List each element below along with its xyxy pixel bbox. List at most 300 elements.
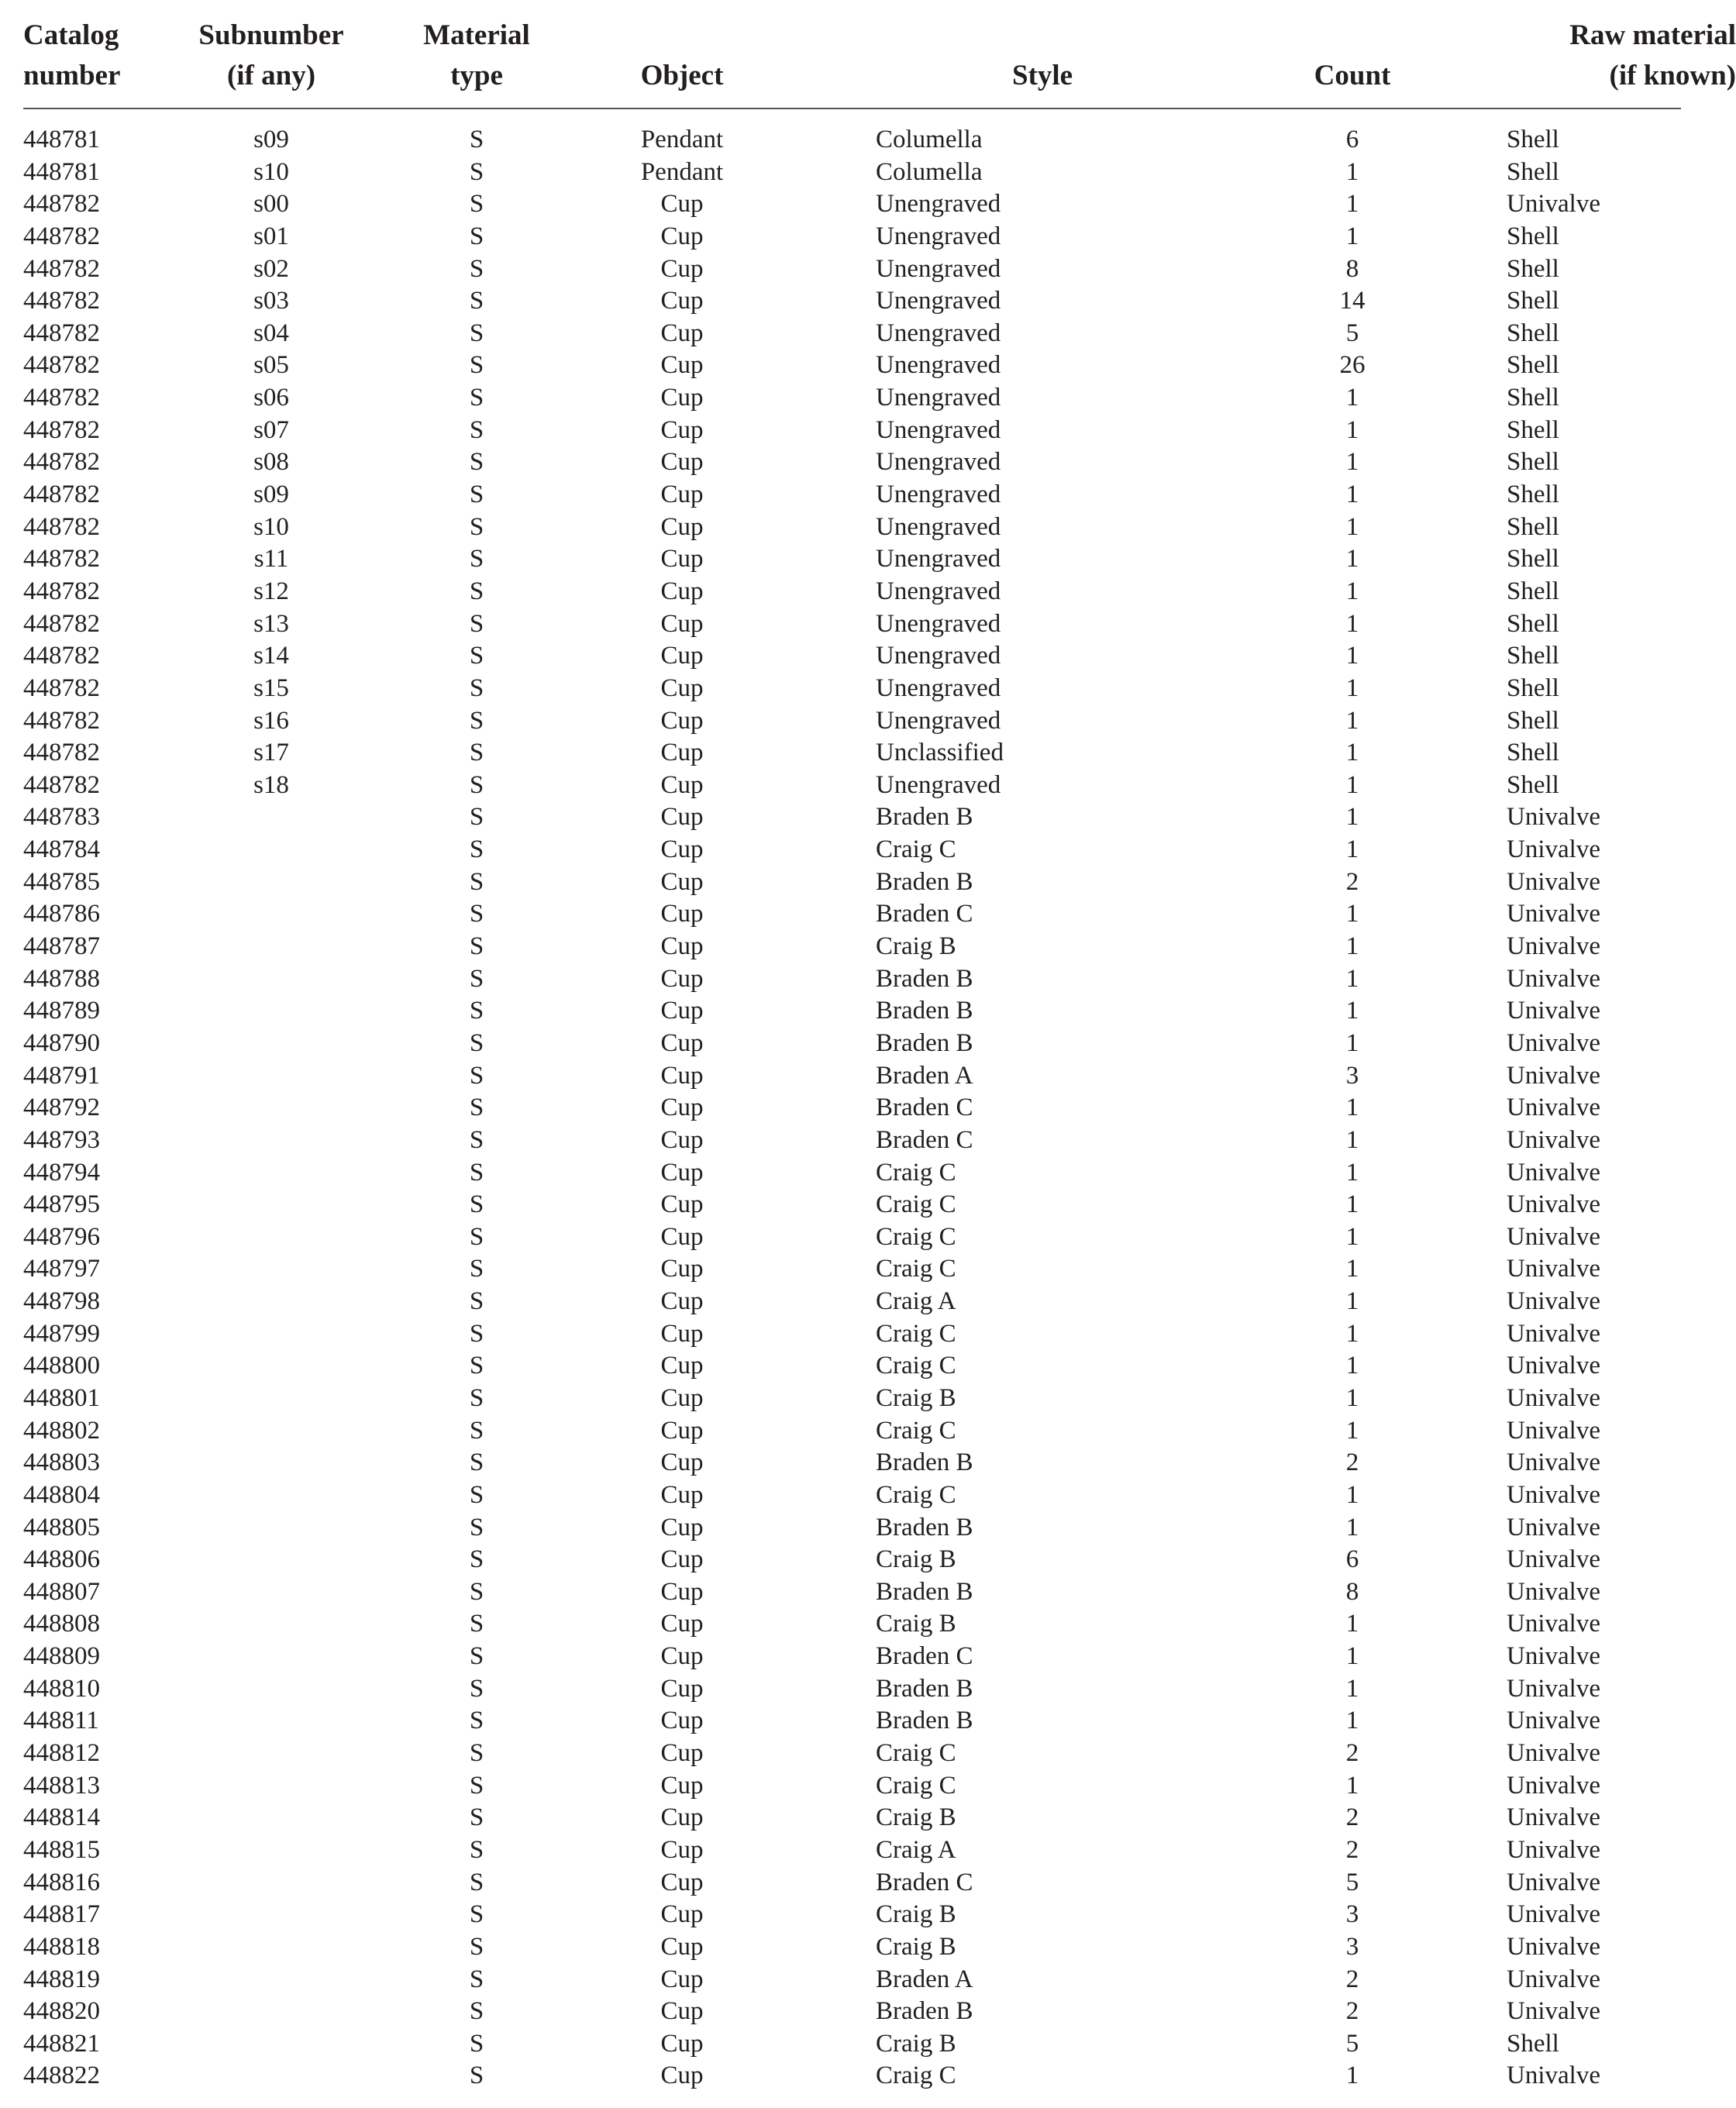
style-cell: Braden C (876, 1642, 973, 1671)
object-cell: Cup (660, 1222, 704, 1251)
subnumber-cell (209, 1899, 333, 1931)
catalog-number-cell: 448820 (23, 1997, 100, 2026)
style-cell: Unclassified (876, 739, 1004, 767)
subnumber-cell (209, 1092, 333, 1125)
object-cell: Cup (660, 770, 704, 799)
catalog-number-cell: 448788 (23, 964, 100, 993)
material-type-cell: S (469, 1287, 484, 1316)
object-cell: Cup (660, 1707, 704, 1735)
catalog-number-cell: 448800 (23, 1352, 100, 1380)
count-cell: 6 (1345, 126, 1359, 153)
raw-material-cell: Shell (1507, 739, 1559, 767)
count-cell: 1 (1345, 609, 1359, 638)
count-cell: 1 (1345, 577, 1359, 605)
material-type-cell: S (469, 1674, 484, 1703)
subnumber-cell (209, 1060, 333, 1093)
count-cell: 1 (1345, 2062, 1359, 2090)
header-subnumber (178, 16, 364, 96)
count-cell: 5 (1345, 1868, 1359, 1896)
table-row (0, 188, 1681, 221)
style-cell: Unengraved (876, 770, 1001, 799)
count-cell: 1 (1345, 803, 1359, 832)
subnumber-cell: s10 (253, 512, 289, 541)
count-cell: 1 (1345, 190, 1359, 219)
raw-material-cell: Univalve (1507, 803, 1600, 832)
catalog-number-cell: 448782 (23, 706, 100, 735)
style-cell: Braden A (876, 1965, 973, 1993)
raw-material-cell: Shell (1507, 351, 1559, 380)
subnumber-cell (209, 1576, 333, 1609)
material-type-cell: S (469, 1610, 484, 1638)
table-row (0, 1125, 1681, 1157)
header-material-line-1: Material (423, 19, 530, 51)
raw-material-cell: Shell (1507, 384, 1559, 412)
count-cell: 2 (1345, 1965, 1359, 1993)
catalog-number-cell: 448813 (23, 1771, 100, 1800)
style-cell: Unengraved (876, 190, 1001, 219)
header-object-label: Object (640, 60, 724, 91)
style-cell: Craig C (876, 1255, 956, 1283)
table-row (0, 1705, 1681, 1738)
material-type-cell: S (469, 1771, 484, 1800)
count-cell: 1 (1345, 739, 1359, 767)
table-row (0, 1415, 1681, 1448)
subnumber-cell (209, 1544, 333, 1576)
catalog-number-cell: 448805 (23, 1513, 100, 1541)
table-row (0, 1899, 1681, 1931)
material-type-cell: S (469, 803, 484, 832)
count-cell: 1 (1345, 1222, 1359, 1251)
count-cell: 1 (1345, 1255, 1359, 1283)
object-cell: Cup (660, 642, 704, 670)
object-cell: Cup (660, 577, 704, 605)
subnumber-cell (209, 1286, 333, 1318)
subnumber-cell (209, 1770, 333, 1803)
catalog-number-cell: 448811 (23, 1707, 99, 1735)
catalog-number-cell: 448781 (23, 157, 100, 186)
style-cell: Craig B (876, 1610, 956, 1638)
material-type-cell: S (469, 1383, 484, 1412)
subnumber-cell (209, 1738, 333, 1770)
table-row (0, 2060, 1681, 2092)
style-cell: Braden B (876, 1448, 973, 1477)
count-cell: 1 (1345, 384, 1359, 412)
object-cell: Cup (660, 1932, 704, 1961)
raw-material-cell: Univalve (1507, 1707, 1600, 1735)
subnumber-cell (209, 963, 333, 996)
object-cell: Cup (660, 1448, 704, 1477)
raw-material-cell: Univalve (1507, 1965, 1600, 1993)
catalog-number-cell: 448786 (23, 900, 100, 928)
object-cell: Cup (660, 1190, 704, 1219)
table-row (0, 1608, 1681, 1641)
subnumber-cell (209, 801, 333, 834)
raw-material-cell: Univalve (1507, 1674, 1600, 1703)
object-cell: Cup (660, 1319, 704, 1348)
style-cell: Craig C (876, 1352, 956, 1380)
material-type-cell: S (469, 1835, 484, 1864)
count-cell: 8 (1345, 254, 1359, 283)
catalog-number-cell: 448782 (23, 222, 100, 250)
table-row (0, 1060, 1681, 1093)
table-row (0, 2028, 1681, 2061)
table-row (0, 1641, 1681, 1673)
count-cell: 1 (1345, 1094, 1359, 1122)
raw-material-cell: Univalve (1507, 1061, 1600, 1090)
count-cell: 2 (1345, 1835, 1359, 1864)
raw-material-cell: Univalve (1507, 1158, 1600, 1187)
raw-material-cell: Univalve (1507, 1190, 1600, 1219)
material-type-cell: S (469, 157, 484, 186)
count-cell: 1 (1345, 900, 1359, 928)
material-type-cell: S (469, 448, 484, 477)
raw-material-cell: Univalve (1507, 1287, 1600, 1316)
count-cell: 1 (1345, 1416, 1359, 1445)
object-cell: Cup (660, 384, 704, 412)
table-row (0, 866, 1681, 899)
object-cell: Cup (660, 2062, 704, 2090)
subnumber-cell: s10 (253, 157, 289, 186)
material-type-cell: S (469, 351, 484, 380)
raw-material-cell: Shell (1507, 609, 1559, 638)
table-row (0, 415, 1681, 447)
table-row (0, 1738, 1681, 1770)
object-cell: Cup (660, 1545, 704, 1574)
table-row (0, 1286, 1681, 1318)
header-catalog-number (23, 16, 178, 96)
object-cell: Cup (660, 1965, 704, 1993)
raw-material-cell: Univalve (1507, 835, 1600, 864)
object-cell: Cup (660, 739, 704, 767)
material-type-cell: S (469, 900, 484, 928)
raw-material-cell: Shell (1507, 545, 1559, 574)
material-type-cell: S (469, 1868, 484, 1896)
count-cell: 1 (1345, 1028, 1359, 1057)
raw-material-cell: Shell (1507, 415, 1559, 444)
count-cell: 26 (1339, 351, 1366, 380)
count-cell: 1 (1345, 1352, 1359, 1380)
table-row (0, 1544, 1681, 1576)
raw-material-cell: Univalve (1507, 1094, 1600, 1122)
style-cell: Craig C (876, 1416, 956, 1445)
object-cell: Cup (660, 2029, 704, 2058)
count-cell: 1 (1345, 997, 1359, 1025)
subnumber-cell (209, 1447, 333, 1479)
object-cell: Pendant (640, 126, 724, 153)
table-row (0, 1157, 1681, 1190)
count-cell: 1 (1345, 1190, 1359, 1219)
raw-material-cell: Shell (1507, 126, 1559, 153)
subnumber-cell (209, 1318, 333, 1351)
catalog-number-cell: 448782 (23, 545, 100, 574)
raw-material-cell: Shell (1507, 448, 1559, 477)
count-cell: 1 (1345, 1707, 1359, 1735)
style-cell: Braden A (876, 1061, 973, 1090)
table-row (0, 1221, 1681, 1254)
material-type-cell: S (469, 1932, 484, 1961)
raw-material-cell: Univalve (1507, 1222, 1600, 1251)
object-cell: Cup (660, 1480, 704, 1509)
object-cell: Cup (660, 1255, 704, 1283)
object-cell: Cup (660, 1610, 704, 1638)
header-count-label: Count (1314, 60, 1391, 91)
style-cell: Braden B (876, 1707, 973, 1735)
count-cell: 1 (1345, 1383, 1359, 1412)
raw-material-cell: Univalve (1507, 1803, 1600, 1832)
header-catalog-line-2: number (23, 60, 121, 91)
catalog-number-cell: 448815 (23, 1835, 100, 1864)
table-row (0, 157, 1681, 189)
object-cell: Cup (660, 1642, 704, 1671)
material-type-cell: S (469, 1319, 484, 1348)
object-cell: Cup (660, 545, 704, 574)
catalog-number-cell: 448782 (23, 480, 100, 509)
count-cell: 1 (1345, 706, 1359, 735)
material-type-cell: S (469, 1125, 484, 1154)
subnumber-cell: s05 (253, 351, 289, 380)
material-type-cell: S (469, 1577, 484, 1606)
count-cell: 1 (1345, 545, 1359, 574)
material-type-cell: S (469, 1158, 484, 1187)
catalog-number-cell: 448822 (23, 2062, 100, 2090)
raw-material-cell: Univalve (1507, 1448, 1600, 1477)
material-type-cell: S (469, 1028, 484, 1057)
material-type-cell: S (469, 835, 484, 864)
material-type-cell: S (469, 739, 484, 767)
style-cell: Braden B (876, 1577, 973, 1606)
raw-material-cell: Univalve (1507, 1352, 1600, 1380)
raw-material-cell: Univalve (1507, 1319, 1600, 1348)
catalog-number-cell: 448784 (23, 835, 100, 864)
style-cell: Craig C (876, 1158, 956, 1187)
table-row (0, 382, 1681, 415)
raw-material-cell: Univalve (1507, 1513, 1600, 1541)
header-divider (23, 108, 1681, 109)
style-cell: Unengraved (876, 415, 1001, 444)
material-type-cell: S (469, 1061, 484, 1090)
object-cell: Cup (660, 1287, 704, 1316)
raw-material-cell: Univalve (1507, 1383, 1600, 1412)
count-cell: 1 (1345, 480, 1359, 509)
count-cell: 1 (1345, 1125, 1359, 1154)
table-row (0, 576, 1681, 608)
catalog-number-cell: 448818 (23, 1932, 100, 1961)
object-cell: Cup (660, 1835, 704, 1864)
table-row (0, 898, 1681, 931)
style-cell: Unengraved (876, 319, 1001, 347)
catalog-number-cell: 448782 (23, 415, 100, 444)
material-type-cell: S (469, 1222, 484, 1251)
table-row (0, 737, 1681, 770)
subnumber-cell (209, 1189, 333, 1221)
catalog-number-cell: 448817 (23, 1900, 100, 1929)
style-cell: Unengraved (876, 609, 1001, 638)
style-cell: Craig B (876, 1900, 956, 1929)
count-cell: 1 (1345, 932, 1359, 961)
material-type-cell: S (469, 1739, 484, 1768)
subnumber-cell (209, 1834, 333, 1867)
material-type-cell: S (469, 770, 484, 799)
count-cell: 1 (1345, 1319, 1359, 1348)
count-cell: 1 (1345, 1610, 1359, 1638)
count-cell: 1 (1345, 157, 1359, 186)
material-type-cell: S (469, 577, 484, 605)
object-cell: Cup (660, 415, 704, 444)
raw-material-cell: Shell (1507, 706, 1559, 735)
header-material-line-2: type (450, 60, 503, 91)
catalog-number-cell: 448816 (23, 1868, 100, 1896)
style-cell: Craig B (876, 1545, 956, 1574)
style-cell: Braden C (876, 1094, 973, 1122)
table-row (0, 1447, 1681, 1479)
style-cell: Columella (876, 126, 983, 153)
catalog-number-cell: 448810 (23, 1674, 100, 1703)
table-row (0, 1350, 1681, 1383)
table-row (0, 1867, 1681, 1900)
material-type-cell: S (469, 2062, 484, 2090)
raw-material-cell: Univalve (1507, 1868, 1600, 1896)
style-cell: Unengraved (876, 642, 1001, 670)
style-cell: Craig A (876, 1835, 956, 1864)
count-cell: 2 (1345, 1803, 1359, 1832)
raw-material-cell: Univalve (1507, 1739, 1600, 1768)
subnumber-cell: s02 (253, 254, 289, 283)
raw-material-cell: Univalve (1507, 2062, 1600, 2090)
catalog-number-cell: 448796 (23, 1222, 100, 1251)
header-style-label: Style (1011, 60, 1073, 91)
catalog-number-cell: 448799 (23, 1319, 100, 1348)
raw-material-cell: Univalve (1507, 1577, 1600, 1606)
count-cell: 1 (1345, 835, 1359, 864)
subnumber-cell: s12 (253, 577, 289, 605)
header-subnumber-line-1: Subnumber (198, 19, 344, 51)
header-style (930, 16, 1155, 96)
count-cell: 1 (1345, 1642, 1359, 1671)
table-row (0, 1318, 1681, 1351)
subnumber-cell: s17 (253, 739, 289, 767)
count-cell: 1 (1345, 1513, 1359, 1541)
material-type-cell: S (469, 1513, 484, 1541)
raw-material-cell: Univalve (1507, 1997, 1600, 2026)
catalog-number-cell: 448821 (23, 2029, 100, 2058)
raw-material-cell: Univalve (1507, 1416, 1600, 1445)
raw-material-cell: Univalve (1507, 1028, 1600, 1057)
object-cell: Cup (660, 1739, 704, 1768)
subnumber-cell: s01 (253, 222, 289, 250)
object-cell: Cup (660, 1158, 704, 1187)
material-type-cell: S (469, 1352, 484, 1380)
object-cell: Cup (660, 1513, 704, 1541)
material-type-cell: S (469, 126, 484, 153)
material-type-cell: S (469, 1707, 484, 1735)
object-cell: Cup (660, 287, 704, 315)
object-cell: Cup (660, 512, 704, 541)
object-cell: Cup (660, 900, 704, 928)
table-row (0, 446, 1681, 479)
style-cell: Craig C (876, 1771, 956, 1800)
catalog-number-cell: 448802 (23, 1416, 100, 1445)
table-row (0, 1479, 1681, 1512)
count-cell: 1 (1345, 415, 1359, 444)
object-cell: Cup (660, 1416, 704, 1445)
count-cell: 1 (1345, 1287, 1359, 1316)
style-cell: Unengraved (876, 287, 1001, 315)
style-cell: Craig C (876, 1222, 956, 1251)
catalog-number-cell: 448789 (23, 997, 100, 1025)
catalog-number-cell: 448782 (23, 642, 100, 670)
material-type-cell: S (469, 222, 484, 250)
material-type-cell: S (469, 545, 484, 574)
material-type-cell: S (469, 1965, 484, 1993)
object-cell: Cup (660, 319, 704, 347)
catalog-number-cell: 448804 (23, 1480, 100, 1509)
style-cell: Craig C (876, 1480, 956, 1509)
object-cell: Cup (660, 673, 704, 702)
subnumber-cell (209, 1253, 333, 1286)
catalog-number-cell: 448782 (23, 739, 100, 767)
subnumber-cell (209, 1964, 333, 1996)
style-cell: Craig B (876, 1383, 956, 1412)
count-cell: 3 (1345, 1932, 1359, 1961)
table-row (0, 543, 1681, 576)
raw-material-cell: Univalve (1507, 867, 1600, 896)
raw-material-cell: Univalve (1507, 1545, 1600, 1574)
table-row (0, 705, 1681, 738)
object-cell: Cup (660, 1803, 704, 1832)
object-cell: Cup (660, 1125, 704, 1154)
material-type-cell: S (469, 673, 484, 702)
table-row (0, 834, 1681, 866)
count-cell: 1 (1345, 1674, 1359, 1703)
count-cell: 2 (1345, 1448, 1359, 1477)
object-cell: Cup (660, 609, 704, 638)
table-row (0, 801, 1681, 834)
style-cell: Unengraved (876, 222, 1001, 250)
style-cell: Craig C (876, 2062, 956, 2090)
raw-material-cell: Shell (1507, 157, 1559, 186)
material-type-cell: S (469, 1448, 484, 1477)
style-cell: Braden C (876, 900, 973, 928)
subnumber-cell (209, 931, 333, 963)
table-row (0, 1802, 1681, 1834)
style-cell: Craig A (876, 1287, 956, 1316)
subnumber-cell: s14 (253, 642, 289, 670)
object-cell: Cup (660, 867, 704, 896)
raw-material-cell: Univalve (1507, 1610, 1600, 1638)
catalog-number-cell: 448801 (23, 1383, 100, 1412)
subnumber-cell (209, 1802, 333, 1834)
catalog-number-cell: 448782 (23, 609, 100, 638)
object-cell: Cup (660, 706, 704, 735)
header-count (1275, 16, 1430, 96)
material-type-cell: S (469, 1803, 484, 1832)
object-cell: Cup (660, 997, 704, 1025)
style-cell: Craig B (876, 1803, 956, 1832)
table-row (0, 995, 1681, 1028)
raw-material-cell: Shell (1507, 512, 1559, 541)
material-type-cell: S (469, 964, 484, 993)
table-row (0, 350, 1681, 382)
style-cell: Unengraved (876, 673, 1001, 702)
catalog-number-cell: 448782 (23, 448, 100, 477)
style-cell: Braden B (876, 1674, 973, 1703)
object-cell: Cup (660, 835, 704, 864)
style-cell: Craig C (876, 1319, 956, 1348)
object-cell: Cup (660, 803, 704, 832)
material-type-cell: S (469, 1094, 484, 1122)
catalog-number-cell: 448798 (23, 1287, 100, 1316)
catalog-number-cell: 448790 (23, 1028, 100, 1057)
